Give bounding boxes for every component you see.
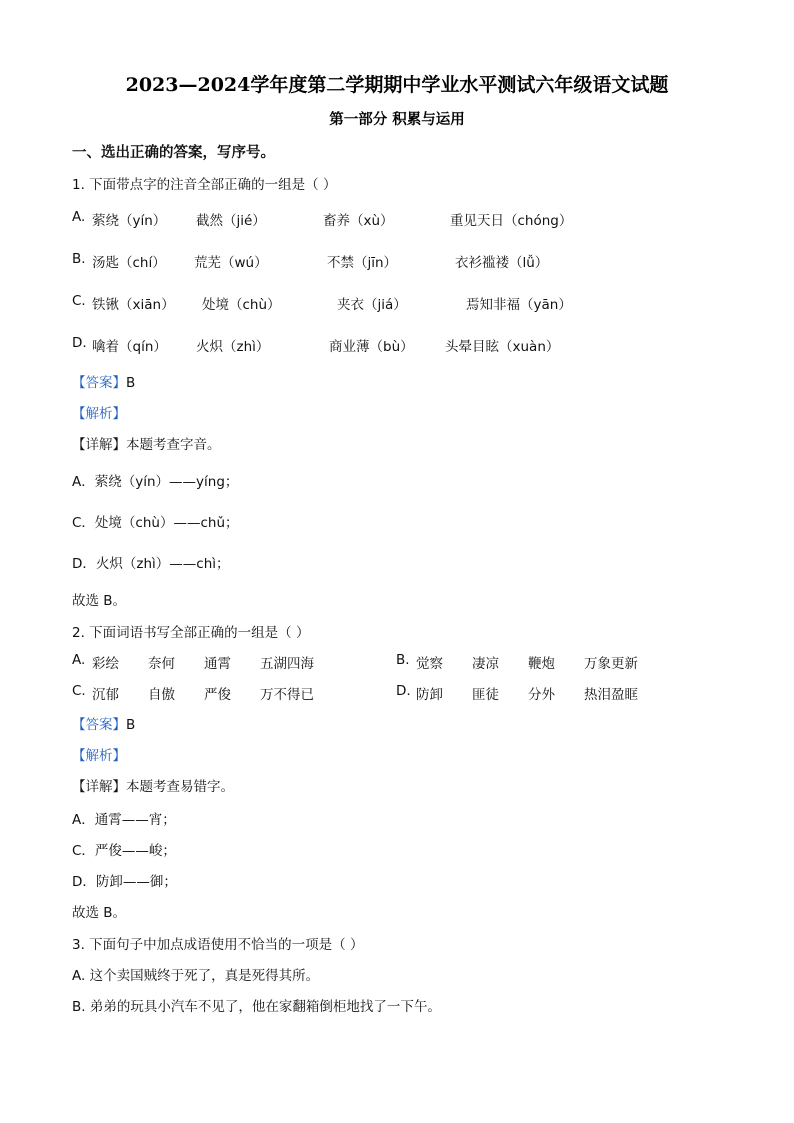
explanation-line: D．火炽（zhì）——chì； [72,556,230,572]
question-3-stem: 3. 下面句子中加点成语使用不恰当的一项是（ ） [72,937,364,953]
explanation-line: C．处境（chù）——chǔ； [72,515,239,531]
conclusion: 故选 B。 [72,905,127,921]
option-item: 匪徒 [472,687,499,703]
option-item: 凄凉 [472,656,499,672]
option-item: 万不得已 [260,687,314,703]
detail-text: 本题考查易错字。 [126,779,234,795]
option-item: 通霄 [204,656,231,672]
option-letter: C. [72,683,86,699]
question-1-stem: 1. 下面带点字的注音全部正确的一组是（ ） [72,177,337,193]
option-item: 焉知非福（yān） [466,297,572,313]
answer-label: 【答案】 [72,375,126,391]
option-item: 热泪盈眶 [584,687,638,703]
option-letter: A. [72,209,86,225]
option-letter: D. [72,335,87,351]
question-3-option-b: B. 弟弟的玩具小汽车不见了，他在家翻箱倒柜地找了一下午。 [72,999,441,1015]
option-item: 觉察 [416,656,443,672]
option-letter: C. [72,293,86,309]
option-item: 奈何 [148,656,175,672]
detail-label: 【详解】 [72,779,126,795]
option-item: 处境（chù） [202,297,281,313]
answer-row [72,713,135,733]
option-item: 沉郁 [92,687,119,703]
answer-value: B [126,717,136,733]
option-item: 自傲 [148,687,175,703]
option-item: 火炽（zhì） [196,339,270,355]
option-item: 彩绘 [92,656,119,672]
section-heading: 一、选出正确的答案，写序号。 [72,144,275,161]
explanation-line: A．萦绕（yín）——yíng； [72,474,239,490]
option-item: 畜养（xù） [323,213,394,229]
option-letter: B. [72,251,86,267]
option-letter: B. [396,652,410,668]
detail-row [72,433,221,453]
option-item: 噙着（qín） [92,339,167,355]
option-letter: D. [396,683,411,699]
answer-row [72,371,135,391]
option-item: 分外 [528,687,555,703]
page-title: 2023—2024学年度第二学期期中学业水平测试六年级语文试题 [125,74,669,96]
analysis-label: 【解析】 [72,406,126,422]
detail-label: 【详解】 [72,437,126,453]
explanation-line: D．防卸——御； [72,874,177,890]
explanation-line: C．严俊——峻； [72,843,176,859]
option-item: 荒芜（wú） [194,255,268,271]
option-item: 衣衫褴褛（lǚ） [455,255,549,271]
option-item: 严俊 [204,687,231,703]
option-item: 头晕目眩（xuàn） [445,339,560,355]
option-item: 防卸 [416,687,443,703]
option-item: 鞭炮 [528,656,555,672]
option-item: 商业薄（bù） [329,339,414,355]
detail-row [72,775,234,795]
analysis-label: 【解析】 [72,748,126,764]
answer-label: 【答案】 [72,717,126,733]
option-letter: A. [72,652,86,668]
part-heading: 第一部分 积累与运用 [329,111,465,128]
option-item: 汤匙（chí） [92,255,166,271]
option-item: 铁锹（xiān） [92,297,175,313]
explanation-line: A．通霄——宵； [72,812,176,828]
option-item: 截然（jié） [196,213,266,229]
option-item: 夹衣（jiá） [337,297,407,313]
option-item: 萦绕（yín） [92,213,167,229]
question-3-option-a: A. 这个卖国贼终于死了，真是死得其所。 [72,968,320,984]
option-item: 不禁（jīn） [327,255,398,271]
option-item: 万象更新 [584,656,638,672]
detail-text: 本题考查字音。 [126,437,221,453]
conclusion: 故选 B。 [72,593,127,609]
option-item: 重见天日（chóng） [450,213,573,229]
option-item: 五湖四海 [260,656,314,672]
question-2-stem: 2. 下面词语书写全部正确的一组是（ ） [72,625,310,641]
answer-value: B [126,375,136,391]
